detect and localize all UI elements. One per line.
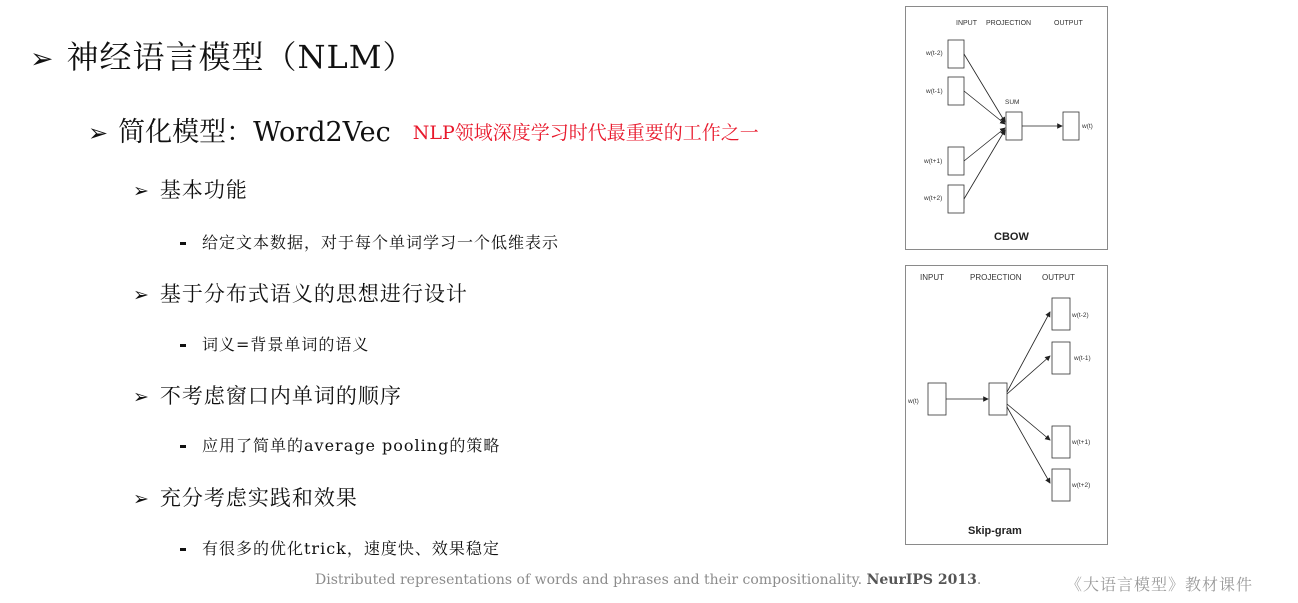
section-heading (133, 380, 402, 410)
section-heading-text: 基于分布式语义的思想进行设计 (159, 282, 468, 306)
skipgram-edge (1007, 312, 1050, 392)
title-text: 神经语言模型（NLM） (66, 38, 416, 76)
arrow-bullet-icon: ➢ (133, 180, 150, 202)
skipgram-input-box (928, 383, 946, 415)
section-detail (180, 230, 559, 253)
section-heading-text: 充分考虑实践和效果 (159, 486, 358, 510)
dash-bullet-icon (180, 445, 186, 448)
cbow-caption: CBOW (994, 231, 1029, 243)
courseware-label: 《大语言模型》教材课件 (1066, 575, 1254, 594)
cbow-edge (964, 54, 1005, 122)
cbow-input-box (948, 77, 964, 105)
subtitle-highlight: NLP领域深度学习时代最重要的工作之一 (412, 122, 759, 144)
cbow-diagram (905, 6, 1108, 250)
cbow-edge (964, 128, 1005, 161)
section-detail-text: 给定文本数据，对于每个单词学习一个低维表示 (202, 233, 560, 252)
cbow-output-word: w(t) (1082, 123, 1093, 130)
citation-text: Distributed representations of words and phrases and their compositionality. (315, 572, 867, 588)
section-heading (133, 174, 248, 204)
cbow-sum-label: SUM (1005, 99, 1020, 106)
skipgram-edge (1007, 407, 1050, 483)
cbow-projection-label: PROJECTION (986, 20, 1032, 27)
skipgram-output-word: w(t+1) (1072, 439, 1091, 446)
cbow-input-label: INPUT (956, 20, 977, 27)
arrow-bullet-icon: ➢ (88, 119, 109, 147)
citation-venue: NeurIPS 2013 (866, 572, 977, 588)
skipgram-output-box (1052, 298, 1070, 330)
cbow-output-label: OUTPUT (1054, 20, 1083, 27)
dash-bullet-icon (180, 548, 186, 551)
skipgram-input-word: w(t) (908, 398, 919, 405)
section-detail-text: 词义=背景单词的语义 (202, 335, 370, 354)
skipgram-input-label: INPUT (920, 273, 944, 282)
cbow-input-word: w(t-1) (926, 88, 943, 95)
cbow-input-box (948, 147, 964, 175)
arrow-bullet-icon: ➢ (30, 42, 55, 75)
section-detail-text: 有很多的优化trick，速度快、效果稳定 (202, 539, 500, 558)
skipgram-svg (906, 266, 1107, 544)
arrow-bullet-icon: ➢ (133, 284, 150, 306)
arrow-bullet-icon: ➢ (133, 386, 150, 408)
section-heading-text: 基本功能 (159, 178, 248, 202)
section-detail (180, 433, 500, 456)
cbow-input-box (948, 185, 964, 213)
cbow-output-box (1063, 112, 1079, 140)
skipgram-projection-label: PROJECTION (970, 273, 1022, 282)
section-heading (133, 482, 358, 512)
skipgram-edge (1007, 356, 1050, 394)
cbow-input-word: w(t-2) (926, 50, 943, 57)
subtitle-label: 简化模型：Word2Vec (118, 117, 391, 148)
skipgram-output-box (1052, 469, 1070, 501)
skipgram-edge (1007, 404, 1050, 440)
cbow-input-box (948, 40, 964, 68)
skipgram-diagram (905, 265, 1108, 545)
cbow-edge (964, 130, 1005, 199)
skipgram-caption: Skip-gram (968, 525, 1022, 537)
dash-bullet-icon (180, 344, 186, 347)
skipgram-output-word: w(t-1) (1074, 355, 1091, 362)
cbow-edge (964, 91, 1005, 124)
section-detail (180, 536, 500, 559)
section-heading-text: 不考虑窗口内单词的顺序 (159, 384, 402, 408)
dash-bullet-icon (180, 242, 186, 245)
slide-title (30, 32, 416, 78)
cbow-input-word: w(t+1) (924, 158, 943, 165)
section-heading (133, 278, 468, 308)
skipgram-output-box (1052, 342, 1070, 374)
skipgram-output-word: w(t-2) (1072, 312, 1089, 319)
cbow-projection-box (1006, 112, 1022, 140)
cbow-svg (906, 7, 1107, 249)
skipgram-projection-box (989, 383, 1007, 415)
cbow-input-word: w(t+2) (924, 195, 943, 202)
arrow-bullet-icon: ➢ (133, 488, 150, 510)
citation-end: . (976, 572, 982, 588)
skipgram-output-word: w(t+2) (1072, 482, 1091, 489)
subtitle (88, 110, 759, 149)
citation (315, 572, 981, 588)
section-detail-text: 应用了简单的average pooling的策略 (202, 436, 501, 455)
section-detail (180, 332, 369, 355)
skipgram-output-label: OUTPUT (1042, 273, 1075, 282)
skipgram-output-box (1052, 426, 1070, 458)
